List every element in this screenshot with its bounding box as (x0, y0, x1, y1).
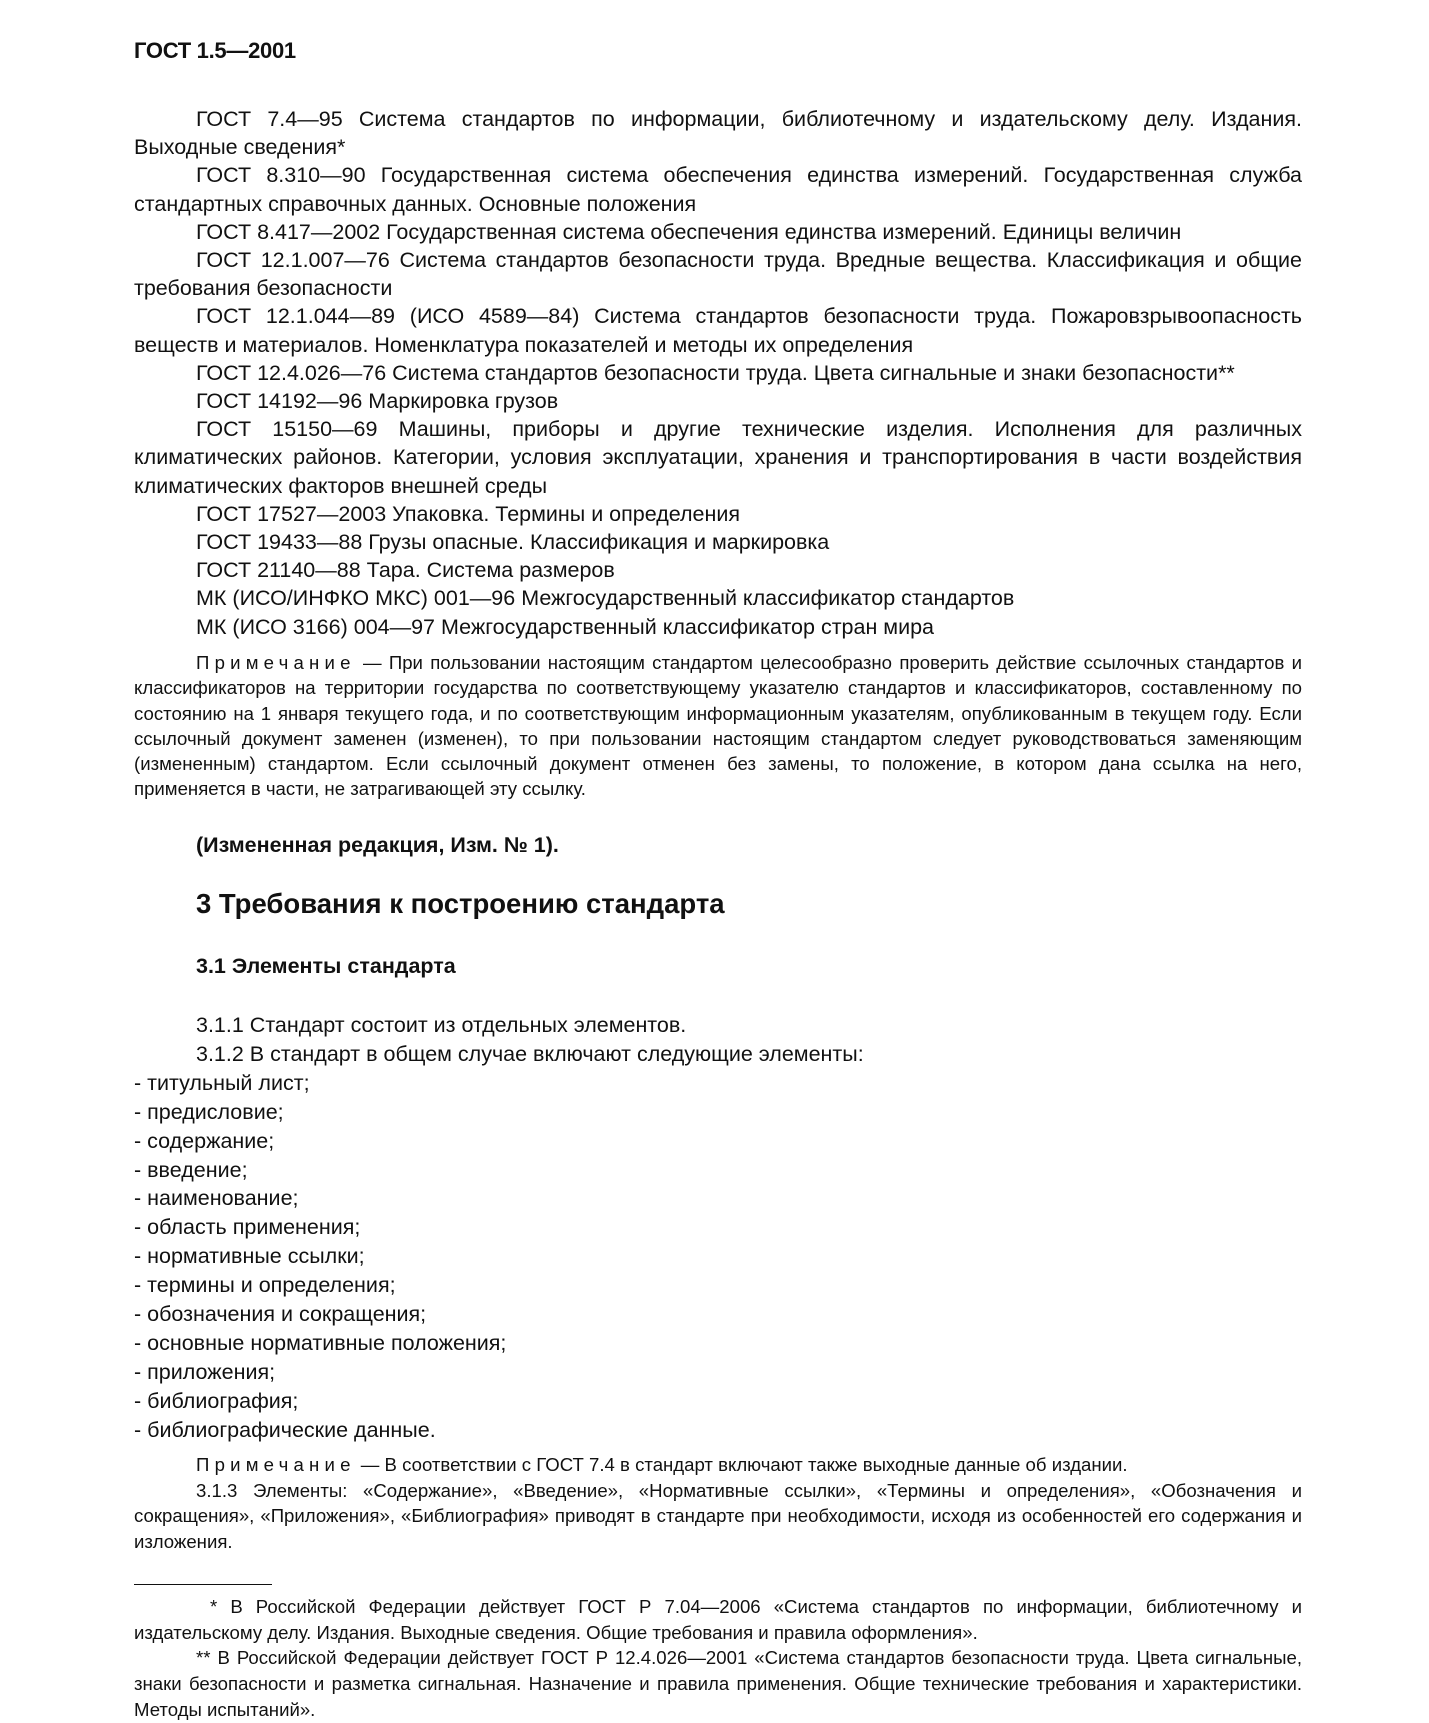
amendment-note: (Измененная редакция, Изм. № 1). (196, 833, 559, 857)
note-text: — При пользовании настоящим стандартом целесообразно проверить действие ссылочных стандартов и классификаторов на территории государства по соответствующему указателю стандартов и классификаторов, составленному по состоянию на 1 января текущего года, и по соответствующим информационным указателям, опубликованным в текущем году. Если ссылочный документ заменен (изменен), то при пользовании настоящим стандартом следует руководствоваться заменяющим (измененным) стандартом. Если ссылочный документ отменен без замены, то положение, в котором дана ссылка на него, применяется в части, не затрагивающей эту ссылку. (134, 652, 1303, 800)
reference-item: ГОСТ 7.4—95 Система стандартов по информации, библиотечному и издательскому делу. Издания. Выходные сведения* (134, 107, 1302, 160)
list-item: - термины и определения; (134, 1273, 396, 1298)
reference-item: МК (ИСО 3166) 004—97 Межгосударственный классификатор стран мира (196, 614, 935, 639)
clause-3-1-3: 3.1.3 Элементы: «Содержание», «Введение», «Нормативные ссылки», «Термины и определения», «Обозначения и сокращения», «Приложения», «Библиография» приводят в стандарте при необходимости, исходя из особенностей его содержания и изложения. (134, 1479, 1302, 1552)
clause-3-1-2: 3.1.2 В стандарт в общем случае включают следующие элементы: (196, 1041, 864, 1066)
reference-item: ГОСТ 17527—2003 Упаковка. Термины и определения (196, 501, 741, 526)
note-references (134, 650, 1302, 802)
reference-item: ГОСТ 12.1.044—89 (ИСО 4589—84) Система стандартов безопасности труда. Пожаровзрывоопасность веществ и материалов. Номенклатура показателей и методы их определения (134, 304, 1302, 357)
reference-item: МК (ИСО/ИНФКО МКС) 001—96 Межгосударственный классификатор стандартов (196, 586, 1015, 611)
footnote-1: * В Российской Федерации действует ГОСТ Р 7.04—2006 «Система стандартов по информации, библиотечному и издательскому делу. Издания. Выходные сведения. Общие требования и правила оформления». (134, 1596, 1302, 1643)
clause-3-1-1: 3.1.1 Стандарт состоит из отдельных элементов. (196, 1013, 687, 1037)
footnote-2: ** В Российской Федерации действует ГОСТ Р 12.4.026—2001 «Система стандартов безопасности труда. Цвета сигнальные, знаки безопасности и разметка сигнальная. Назначение и правила применения. Общие технические требования и характеристики. Методы испытаний». (134, 1647, 1302, 1720)
elements-list (134, 1069, 1302, 1445)
footnote-separator (134, 1584, 272, 1585)
reference-item: ГОСТ 19433—88 Грузы опасные. Классификация и маркировка (196, 530, 830, 555)
reference-item: ГОСТ 21140—88 Тара. Система размеров (196, 558, 615, 583)
list-item: - библиография; (134, 1388, 299, 1413)
reference-item: ГОСТ 15150—69 Машины, приборы и другие технические изделия. Исполнения для различных климатических районов. Категории, условия эксплуатации, хранения и транспортирования в части воздействия климатических факторов внешней среды (134, 417, 1302, 498)
reference-item: ГОСТ 12.4.026—76 Система стандартов безопасности труда. Цвета сигнальные и знаки безопасности** (196, 360, 1235, 385)
reference-item: ГОСТ 8.417—2002 Государственная система обеспечения единства измерений. Единицы величин (196, 219, 1182, 244)
note-label: Примечание (196, 652, 356, 673)
normative-references-list (134, 105, 1302, 641)
list-item: - введение; (134, 1157, 248, 1182)
note-label: Примечание (196, 1454, 356, 1475)
running-header: ГОСТ 1.5—2001 (134, 38, 296, 63)
list-item: - область применения; (134, 1215, 361, 1240)
list-item: - библиографические данные. (134, 1417, 436, 1442)
reference-item: ГОСТ 14192—96 Маркировка грузов (196, 389, 559, 414)
list-item: - приложения; (134, 1359, 276, 1384)
note-text: — В соответствии с ГОСТ 7.4 в стандарт включают также выходные данные об издании. (360, 1454, 1128, 1475)
section-3-1-body (134, 1011, 1302, 1445)
section-3-title: 3 Требования к построению стандарта (196, 888, 725, 919)
list-item: - предисловие; (134, 1099, 284, 1124)
list-item: - основные нормативные положения; (134, 1330, 507, 1355)
reference-item: ГОСТ 8.310—90 Государственная система обеспечения единства измерений. Государственная служба стандартных справочных данных. Основные положения (134, 163, 1302, 216)
list-item: - титульный лист; (134, 1070, 310, 1095)
section-3-1-title: 3.1 Элементы стандарта (196, 954, 456, 978)
note-and-clause-3-1-3 (134, 1452, 1302, 1554)
note-elements (134, 1452, 1302, 1478)
footnotes (134, 1594, 1302, 1723)
reference-item: ГОСТ 12.1.007—76 Система стандартов безопасности труда. Вредные вещества. Классификация и общие требования безопасности (134, 248, 1302, 301)
list-item: - содержание; (134, 1128, 275, 1153)
list-item: - наименование; (134, 1186, 299, 1211)
list-item: - обозначения и сокращения; (134, 1302, 427, 1327)
list-item: - нормативные ссылки; (134, 1244, 365, 1269)
